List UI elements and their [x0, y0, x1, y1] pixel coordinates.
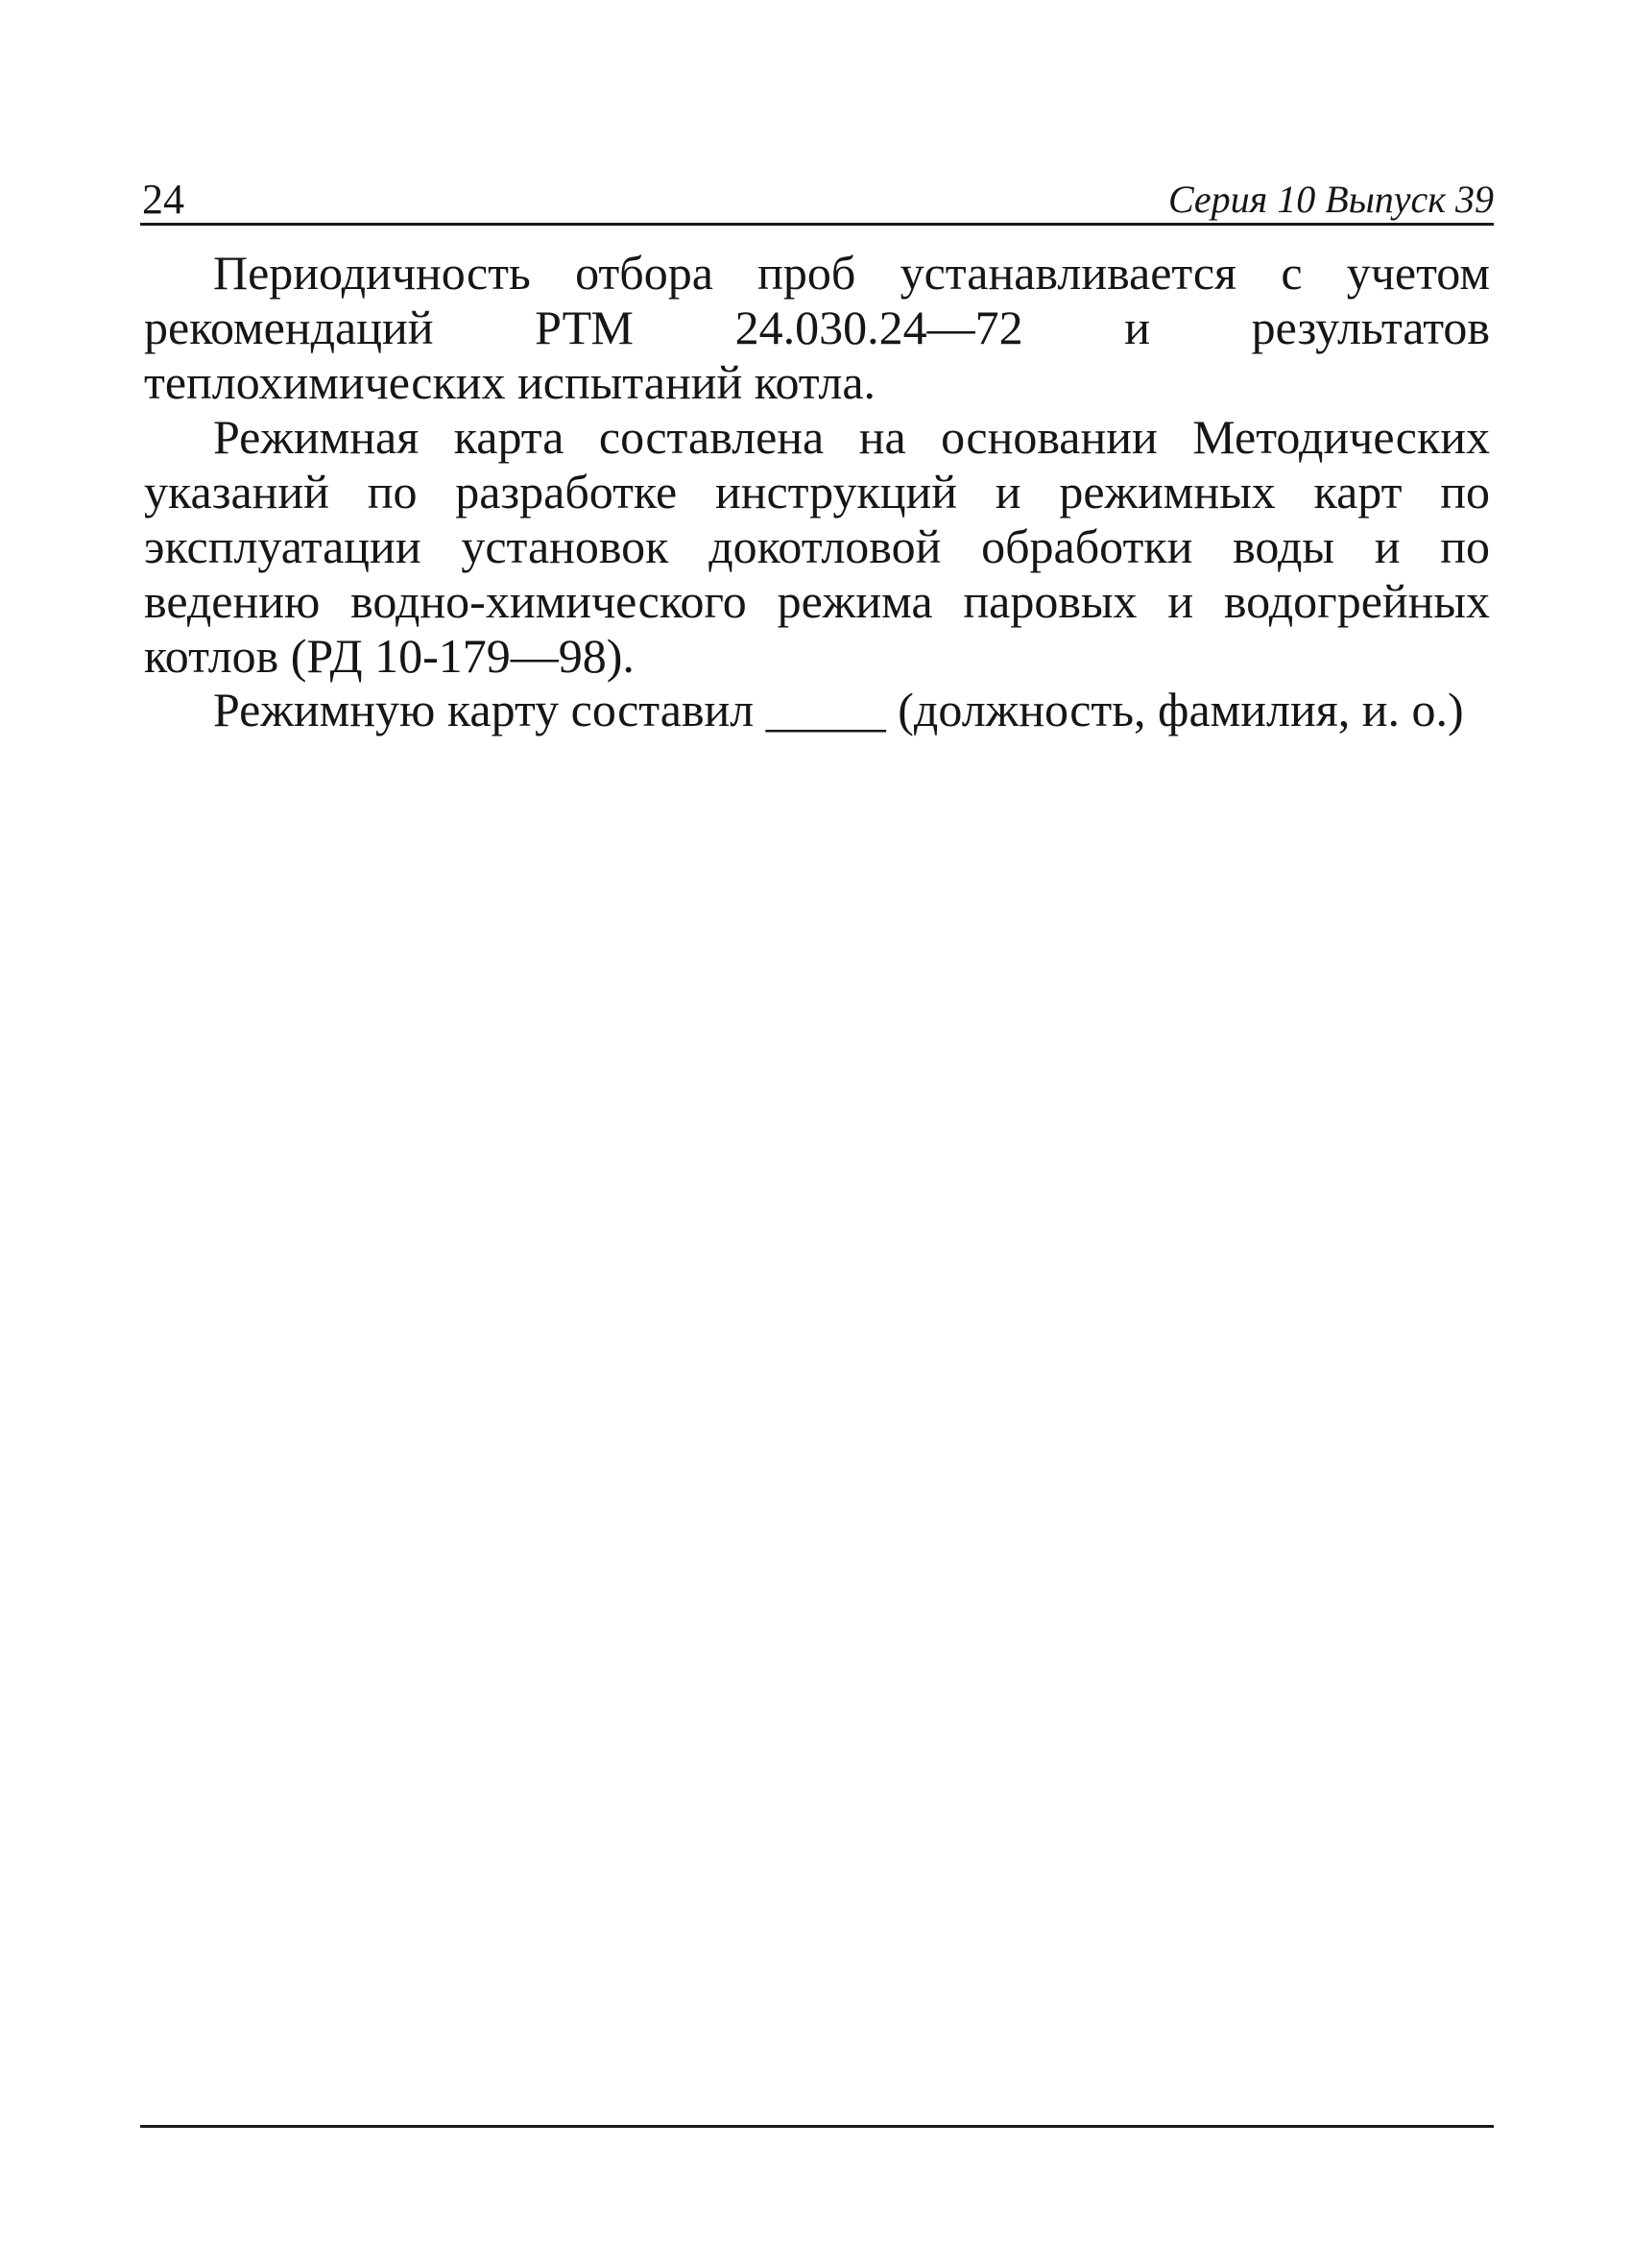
paragraph-sampling-frequency: Периодичность отбора проб устанавливается с учетом рекомендаций РТМ 24.030.24—72 и результатов теплохимических испытаний котла.	[144, 246, 1490, 409]
paragraph-regime-map-basis: Режимная карта составлена на основании Методических указаний по разработке инструкций и режимных карт по эксплуатации установок докотловой обработки воды и по ведению водно-химического режима паровых и водогрейных котлов (РД 10-179—98).	[144, 410, 1490, 683]
page-number: 24	[142, 176, 184, 223]
page-header	[140, 171, 1494, 226]
running-head: Серия 10 Выпуск 39	[1167, 178, 1494, 221]
signature-line	[213, 683, 1490, 737]
body-text	[144, 246, 1490, 684]
signature-label: Режимную карту составил	[213, 683, 755, 736]
signature-hint: (должность, фамилия, и. о.)	[898, 683, 1464, 736]
signature-blank: _____	[765, 683, 886, 736]
footer-rule	[140, 2125, 1494, 2128]
